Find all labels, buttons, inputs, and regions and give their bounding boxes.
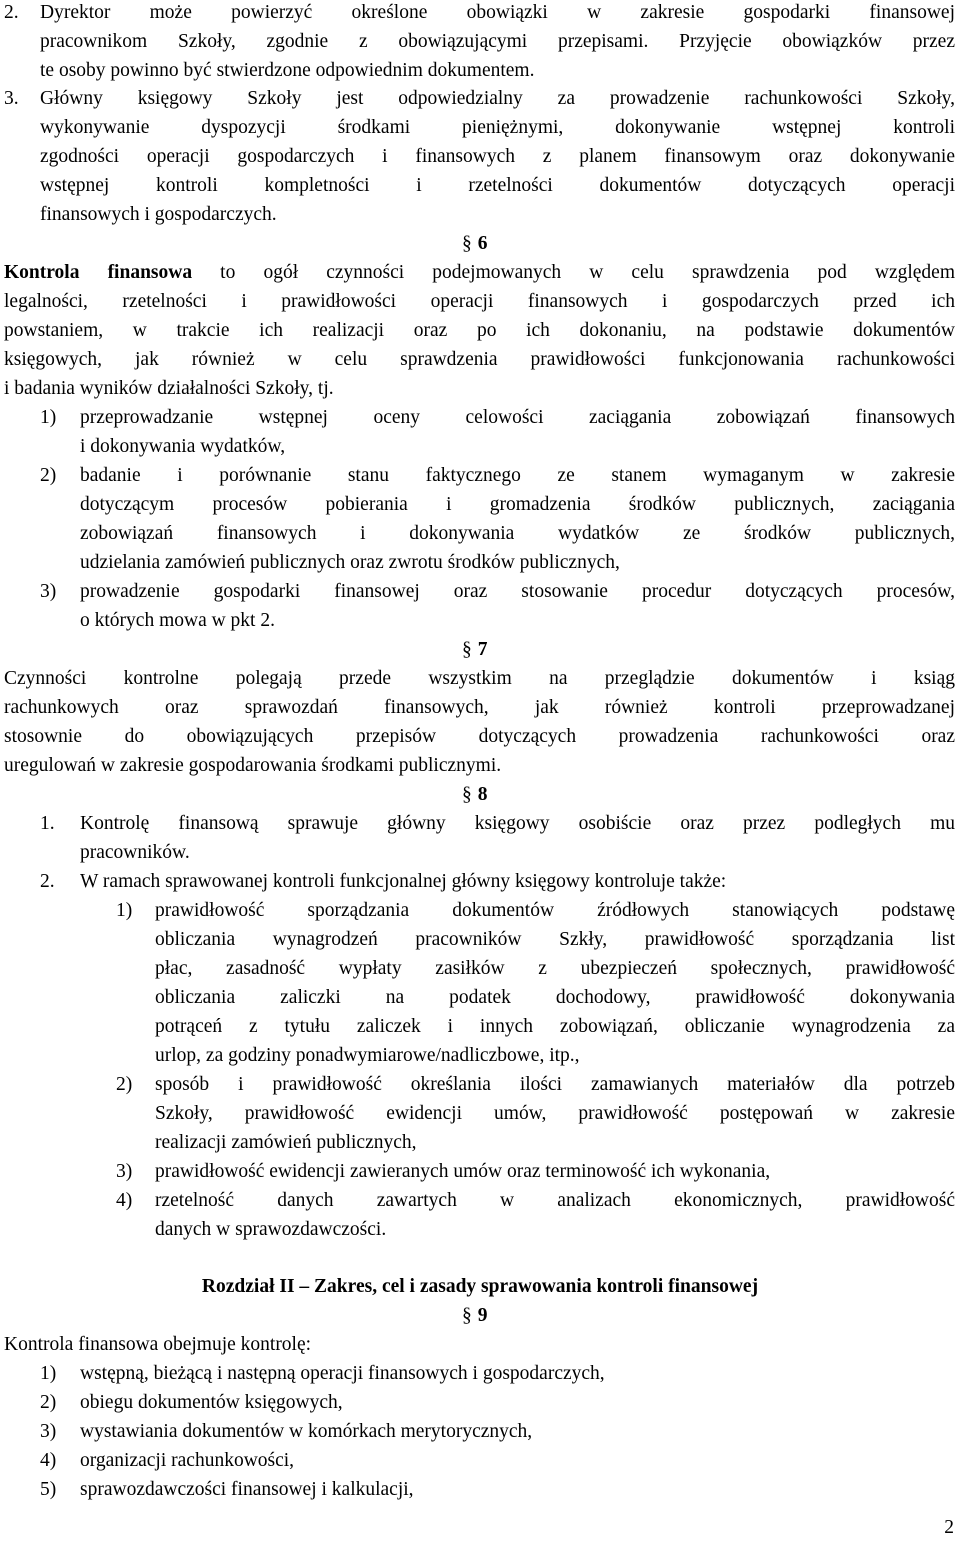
text-line: rachunkowych oraz sprawozdań finansowych, jak również kontroli przeprowadzanej [4,697,955,718]
paragraph-number: 3. [4,88,19,109]
paragraph-number: 2. [40,871,55,892]
list-item: obiegu dokumentów księgowych, [80,1392,343,1413]
text-line: potrąceń z tytułu zaliczek i innych zobowiązań, obliczanie wynagrodzenia za [155,1016,955,1037]
list-number: 3) [40,581,57,602]
section-number: 7 [477,639,488,660]
text-line: te osoby powinno być stwierdzone odpowiednim dokumentem. [40,60,535,81]
list-number: 1) [116,900,133,921]
list-number: 4) [116,1190,133,1211]
section-sign: § [462,1305,472,1326]
list-item: wstępną, bieżącą i następną operacji finansowych i gospodarczych, [80,1363,605,1384]
list-number: 5) [40,1479,57,1500]
list-number: 2) [40,1392,57,1413]
text-line: i badania wyników działalności Szkoły, tj. [4,378,334,399]
text-line: Dyrektor może powierzyć określone obowiązki w zakresie gospodarki finansowej [40,2,955,23]
text-run: to ogół czynności podejmowanych w celu sprawdzenia pod względem [192,262,955,283]
text-line: obliczania zaliczki na podatek dochodowy, prawidłowość dokonywania [155,987,955,1008]
text-line: i dokonywania wydatków, [80,436,286,457]
text-line: stosownie do obowiązujących przepisów dotyczących prowadzenia rachunkowości oraz [4,726,955,747]
text-line: płac, zasadność wypłaty zasiłków z ubezpieczeń społecznych, prawidłowość [155,958,955,979]
paragraph-number: 1. [40,813,55,834]
text-line: realizacji zamówień publicznych, [155,1132,417,1153]
section-sign: § [462,233,472,254]
text-line: prawidłowość sporządzania dokumentów źródłowych stanowiących podstawę [155,900,955,921]
section-sign: § [462,639,472,660]
text-line: powstaniem, w trakcie ich realizacji oraz po ich dokonaniu, na podstawie dokumentów [4,320,955,341]
text-line: Kontrolę finansową sprawuje główny księgowy osobiście oraz przez podległych mu [80,813,955,834]
text-line: uregulowań w zakresie gospodarowania środkami publicznymi. [4,755,502,776]
text-line: finansowych i gospodarczych. [40,204,277,225]
text-line: rzetelność danych zawartych w analizach ekonomicznych, prawidłowość [155,1190,955,1211]
list-number: 1) [40,407,57,428]
text-line: Główny księgowy Szkoły jest odpowiedzialny za prowadzenie rachunkowości Szkoły, [40,88,955,109]
text-line: obliczania wynagrodzeń pracowników Szkły, prawidłowość sporządzania list [155,929,955,950]
list-number: 2) [116,1074,133,1095]
text-line: pracownikom Szkoły, zgodnie z obowiązującymi przepisami. Przyjęcie obowiązków przez [40,31,955,52]
list-number: 1) [40,1363,57,1384]
text-line: danych w sprawozdawczości. [155,1219,387,1240]
text-line: przeprowadzanie wstępnej oceny celowości zaciągania zobowiązań finansowych [80,407,955,428]
text-line: Czynności kontrolne polegają przede wszystkim na przeglądzie dokumentów i ksiąg [4,668,955,689]
section-number: 6 [477,233,488,254]
section-number: 9 [477,1305,488,1326]
text-line: wstępnej kontroli kompletności i rzetelności dokumentów dotyczących operacji [40,175,955,196]
chapter-heading: Rozdział II – Zakres, cel i zasady sprawowania kontroli finansowej [201,1276,759,1297]
section-heading [462,1301,522,1330]
text-line: badanie i porównanie stanu faktycznego ze stanem wymaganym w zakresie [80,465,955,486]
list-item: organizacji rachunkowości, [80,1450,295,1471]
list-number: 4) [40,1450,57,1471]
section-heading [462,229,522,258]
text-line: sposób i prawidłowość określania ilości zamawianych materiałów dla potrzeb [155,1074,955,1095]
text-line: wykonywanie dyspozycji środkami pieniężnymi, dokonywanie wstępnej kontroli [40,117,955,138]
text-line: zobowiązań finansowych i dokonywania wydatków ze środków publicznych, [80,523,955,544]
text-line: prowadzenie gospodarki finansowej oraz stosowanie procedur dotyczących procesów, [80,581,955,602]
text-line: udzielania zamówień publicznych oraz zwrotu środków publicznych, [80,552,620,573]
text-line: księgowych, jak również w celu sprawdzenia prawidłowości funkcjonowania rachunkowości [4,349,955,370]
text-line [4,258,955,287]
page-number: 2 [944,1517,954,1538]
text-line: Szkoły, prawidłowość ewidencji umów, prawidłowość postępowań w zakresie [155,1103,955,1124]
text-line: legalności, rzetelności i prawidłowości operacji finansowych i gospodarczych przed ich [4,291,955,312]
text-line: o których mowa w pkt 2. [80,610,275,631]
list-item: wystawiania dokumentów w komórkach merytorycznych, [80,1421,533,1442]
text-line: W ramach sprawowanej kontroli funkcjonalnej główny księgowy kontroluje także: [80,871,727,892]
text-line: pracowników. [80,842,190,863]
section-number: 8 [477,784,488,805]
list-item: sprawozdawczości finansowej i kalkulacji, [80,1479,414,1500]
text-line: Kontrola finansowa obejmuje kontrolę: [4,1334,312,1355]
list-number: 3) [40,1421,57,1442]
section-heading [462,635,522,664]
list-number: 3) [116,1161,133,1182]
section-sign: § [462,784,472,805]
text-line: urlop, za godziny ponadwymiarowe/nadliczbowe, itp., [155,1045,580,1066]
text-line: dotyczącym procesów pobierania i gromadzenia środków publicznych, zaciągania [80,494,955,515]
list-number: 2) [40,465,57,486]
term-bold: Kontrola finansowa [4,262,193,283]
text-line: prawidłowość ewidencji zawieranych umów oraz terminowość ich wykonania, [155,1161,771,1182]
paragraph-number: 2. [4,2,19,23]
section-heading [462,780,522,809]
text-line: zgodności operacji gospodarczych i finansowych z planem finansowym oraz dokonywanie [40,146,955,167]
